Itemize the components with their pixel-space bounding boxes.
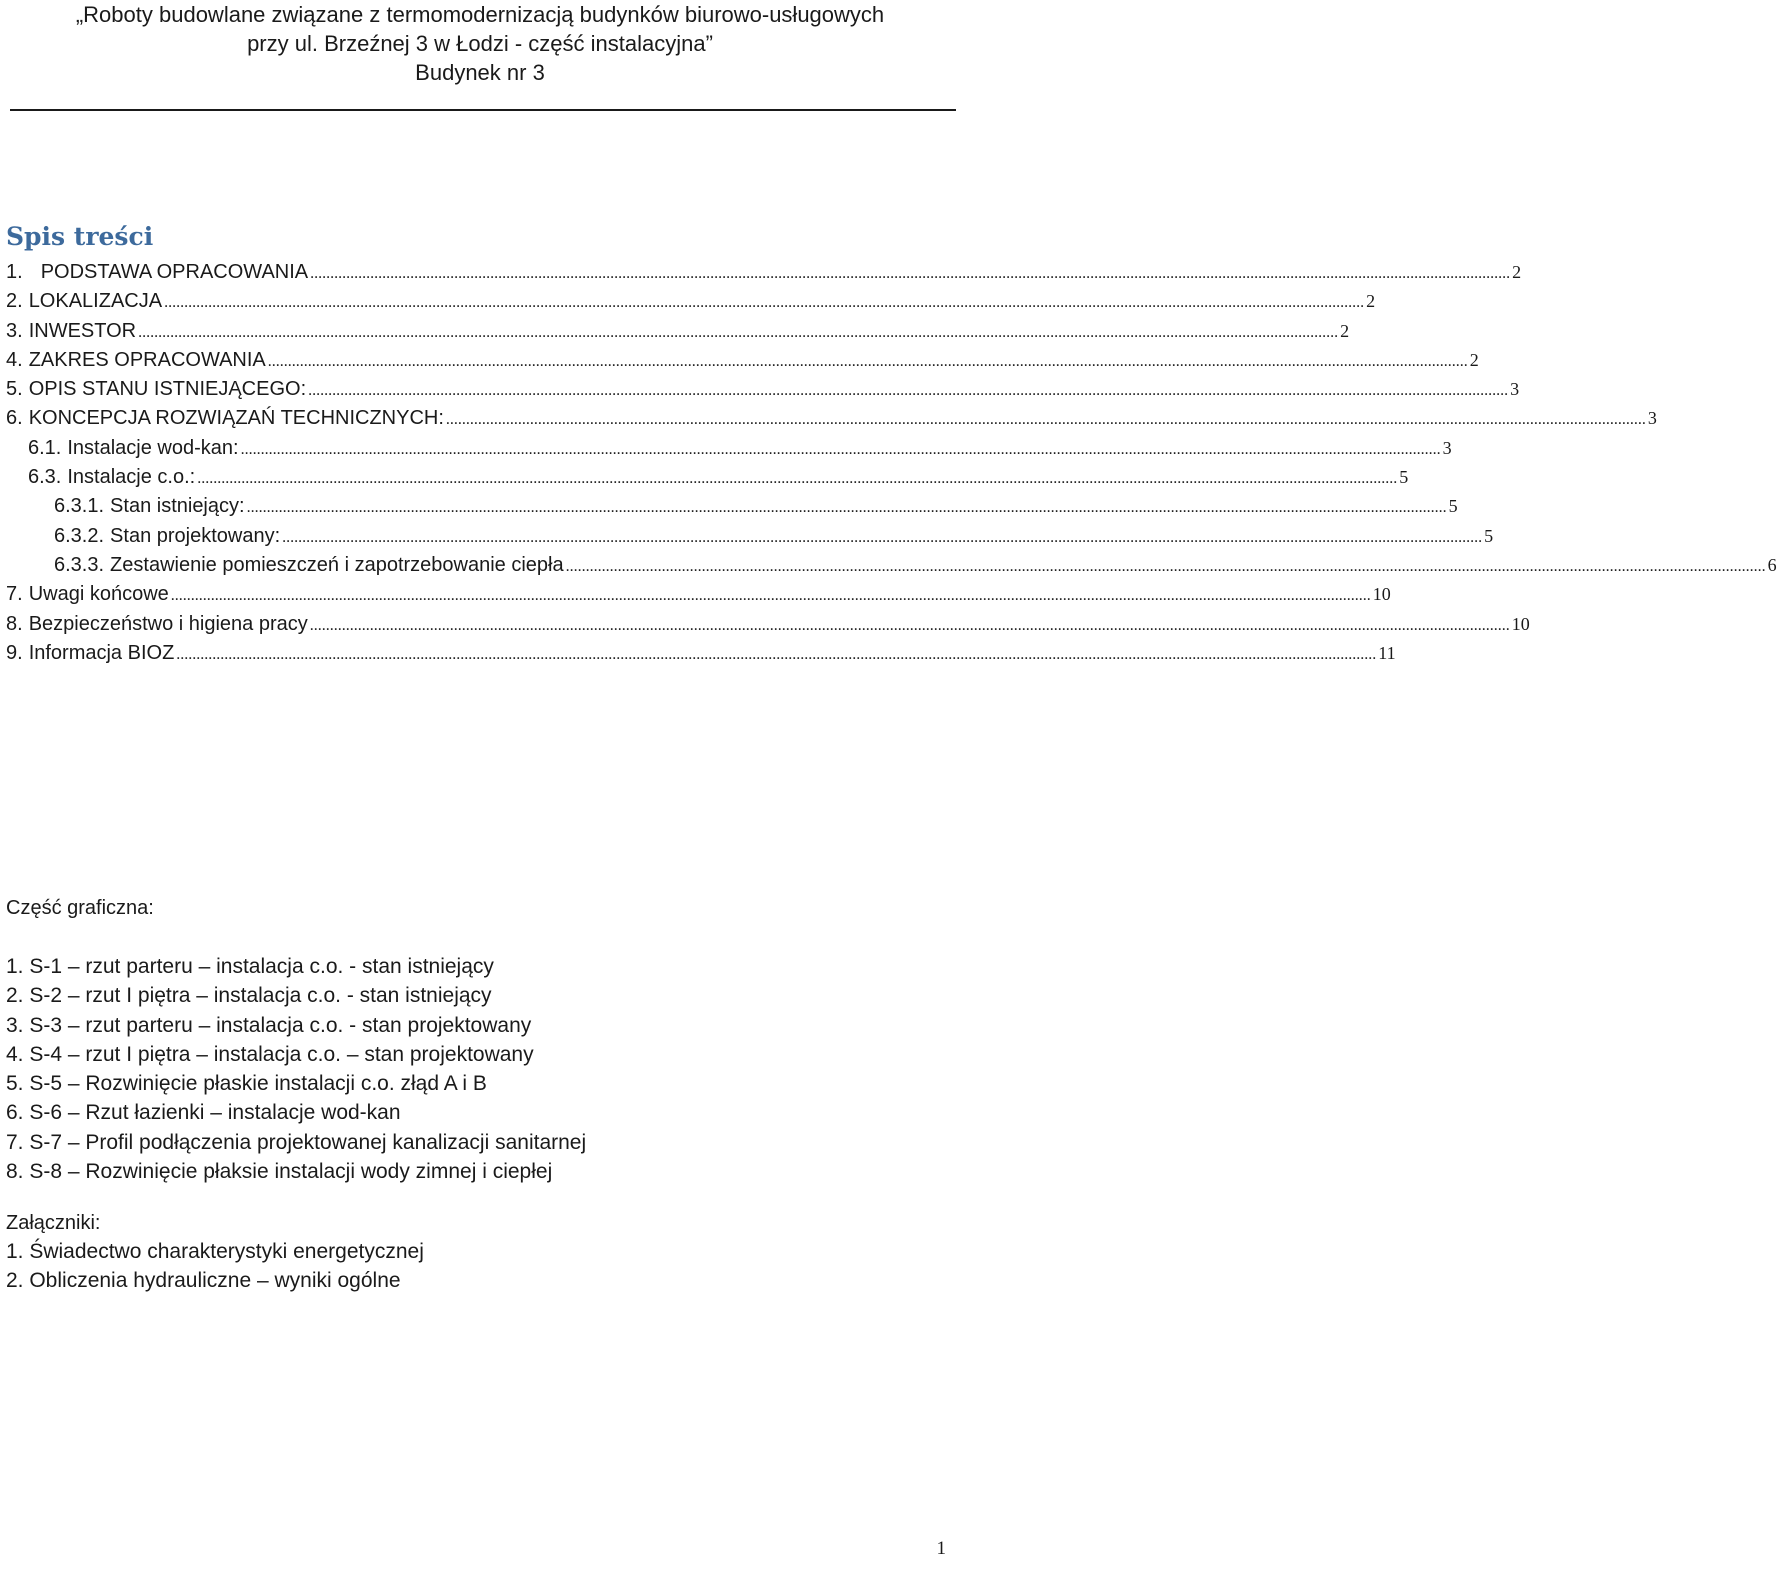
- toc-entry-number: 6.3.: [28, 466, 62, 489]
- toc-entry-label: Bezpieczeństwo i higiena pracy: [28, 612, 308, 635]
- graphics-list-item: 6. S-6 – Rzut łazienki – instalacje wod-kan: [6, 1101, 401, 1125]
- toc-entry[interactable]: [6, 639, 1396, 668]
- toc-leader-dots: ............................................................................................................................................................................................................................................................................................................: [282, 528, 1483, 546]
- toc-entry-page: 6: [1767, 554, 1777, 575]
- page-number: 1: [936, 1538, 946, 1559]
- toc-entry-number: 2.: [6, 290, 23, 313]
- toc-entry-number: 7.: [6, 583, 23, 606]
- toc-leader-dots: ............................................................................................................................................................................................................................................................................................................: [445, 411, 1646, 429]
- header-title-line-2: przy ul. Brzeźnej 3 w Łodzi - część instalacyjna”: [247, 31, 713, 56]
- toc-entry[interactable]: [6, 551, 1777, 580]
- toc-entry-page: 5: [1484, 525, 1494, 546]
- toc-entry-page: 2: [1340, 320, 1350, 341]
- graphics-list: [6, 952, 946, 1186]
- toc-entry[interactable]: [6, 317, 1350, 346]
- toc-entry-number: 6.3.3.: [54, 553, 105, 576]
- toc-list: [6, 258, 1777, 668]
- toc-leader-dots: ............................................................................................................................................................................................................................................................................................................: [267, 352, 1468, 370]
- toc-heading: Spis treści: [6, 222, 154, 251]
- toc-entry[interactable]: [6, 610, 1530, 639]
- toc-entry-page: 3: [1510, 379, 1520, 400]
- toc-entry-page: 2: [1512, 262, 1522, 282]
- toc-entry[interactable]: [6, 580, 1391, 609]
- toc-entry[interactable]: [6, 346, 1479, 375]
- toc-entry-page: 5: [1399, 467, 1409, 488]
- graphics-list-item: 3. S-3 – rzut parteru – instalacja c.o. - stan projektowany: [6, 1013, 532, 1037]
- toc-entry-number: 9.: [6, 641, 23, 664]
- toc-leader-dots: ............................................................................................................................................................................................................................................................................................................: [197, 470, 1398, 488]
- toc-entry-page: 2: [1469, 349, 1479, 370]
- toc-entry-label: Instalacje c.o.:: [67, 466, 196, 489]
- toc-leader-dots: ............................................................................................................................................................................................................................................................................................................: [138, 323, 1339, 341]
- toc-entry-label: Zestawienie pomieszczeń i zapotrzebowanie ciepła: [110, 553, 564, 576]
- toc-entry-number: 6.3.2.: [54, 524, 105, 547]
- toc-leader-dots: ............................................................................................................................................................................................................................................................................................................: [309, 616, 1510, 634]
- toc-entry-label: Uwagi końcowe: [28, 583, 169, 606]
- toc-entry[interactable]: [6, 522, 1494, 551]
- toc-entry-label: Stan istniejący:: [110, 495, 245, 518]
- toc-entry-page: 11: [1378, 642, 1396, 663]
- toc-entry[interactable]: [6, 434, 1452, 463]
- header-divider: [10, 109, 956, 111]
- document-header: [0, 0, 960, 87]
- toc-leader-dots: ............................................................................................................................................................................................................................................................................................................: [176, 645, 1377, 663]
- toc-entry[interactable]: [6, 492, 1458, 521]
- attachments-list-item: 1. Świadectwo charakterystyki energetycznej: [6, 1240, 424, 1263]
- toc-entry[interactable]: [6, 258, 1522, 287]
- toc-leader-dots: ............................................................................................................................................................................................................................................................................................................: [565, 557, 1766, 575]
- toc-entry[interactable]: [6, 375, 1520, 404]
- toc-entry-page: 3: [1647, 408, 1657, 429]
- header-title-line-3: Budynek nr 3: [415, 60, 545, 85]
- toc-entry-number: 6.: [6, 407, 23, 430]
- toc-entry-number: 6.1.: [28, 436, 62, 459]
- toc-entry-page: 10: [1372, 584, 1391, 605]
- toc-entry-label: KONCEPCJA ROZWIĄZAŃ TECHNICZNYCH:: [28, 407, 444, 430]
- graphics-list-item: 2. S-2 – rzut I piętra – instalacja c.o. - stan istniejący: [6, 984, 492, 1008]
- graphics-list-item: 8. S-8 – Rozwinięcie płaksie instalacji wody zimnej i ciepłej: [6, 1160, 553, 1184]
- toc-entry-number: 1.: [6, 261, 23, 283]
- toc-entry-page: 10: [1511, 613, 1530, 634]
- toc-entry-label: Informacja BIOZ: [28, 641, 175, 664]
- toc-entry-page: 3: [1442, 437, 1452, 458]
- toc-entry-number: 8.: [6, 612, 23, 635]
- toc-leader-dots: ............................................................................................................................................................................................................................................................................................................: [164, 294, 1365, 312]
- attachments-list-item: 2. Obliczenia hydrauliczne – wyniki ogólne: [6, 1269, 401, 1293]
- toc-leader-dots: ............................................................................................................................................................................................................................................................................................................: [308, 382, 1509, 400]
- graphics-list-item: 1. S-1 – rzut parteru – instalacja c.o. - stan istniejący: [6, 955, 494, 978]
- toc-entry[interactable]: [6, 404, 1657, 433]
- attachments-heading: Załączniki:: [6, 1212, 101, 1234]
- toc-entry-label: OPIS STANU ISTNIEJĄCEGO:: [28, 378, 307, 401]
- toc-entry-label: INWESTOR: [28, 319, 137, 342]
- toc-entry-number: 5.: [6, 378, 23, 401]
- toc-entry-number: 4.: [6, 348, 23, 371]
- toc-leader-dots: ............................................................................................................................................................................................................................................................................................................: [240, 440, 1441, 458]
- toc-entry-label: PODSTAWA OPRACOWANIA: [40, 261, 309, 283]
- toc-entry-number: 3.: [6, 319, 23, 342]
- toc-entry-page: 2: [1366, 291, 1376, 312]
- graphics-heading: Część graficzna:: [6, 897, 154, 919]
- toc-leader-dots: ............................................................................................................................................................................................................................................................................................................: [246, 499, 1447, 517]
- toc-leader-dots: ............................................................................................................................................................................................................................................................................................................: [170, 587, 1371, 605]
- graphics-list-item: 5. S-5 – Rozwinięcie płaskie instalacji c.o. złąd A i B: [6, 1072, 487, 1096]
- graphics-list-item: 7. S-7 – Profil podłączenia projektowanej kanalizacji sanitarnej: [6, 1130, 587, 1154]
- toc-entry-label: Stan projektowany:: [110, 524, 281, 547]
- toc-entry[interactable]: [6, 463, 1409, 492]
- graphics-list-item: 4. S-4 – rzut I piętra – instalacja c.o. – stan projektowany: [6, 1042, 534, 1066]
- toc-leader-dots: ............................................................................................................................................................................................................................................................................................................: [310, 265, 1511, 282]
- toc-entry-label: Instalacje wod-kan:: [67, 436, 239, 459]
- toc-entry-page: 5: [1448, 496, 1458, 517]
- header-title-line-1: „Roboty budowlane związane z termomodernizacją budynków biurowo-usługowych: [75, 2, 885, 27]
- attachments-list: [6, 1237, 946, 1296]
- toc-entry[interactable]: [6, 287, 1376, 316]
- toc-entry-number: 6.3.1.: [54, 495, 105, 518]
- toc-entry-label: ZAKRES OPRACOWANIA: [28, 348, 266, 371]
- toc-entry-label: LOKALIZACJA: [28, 290, 163, 313]
